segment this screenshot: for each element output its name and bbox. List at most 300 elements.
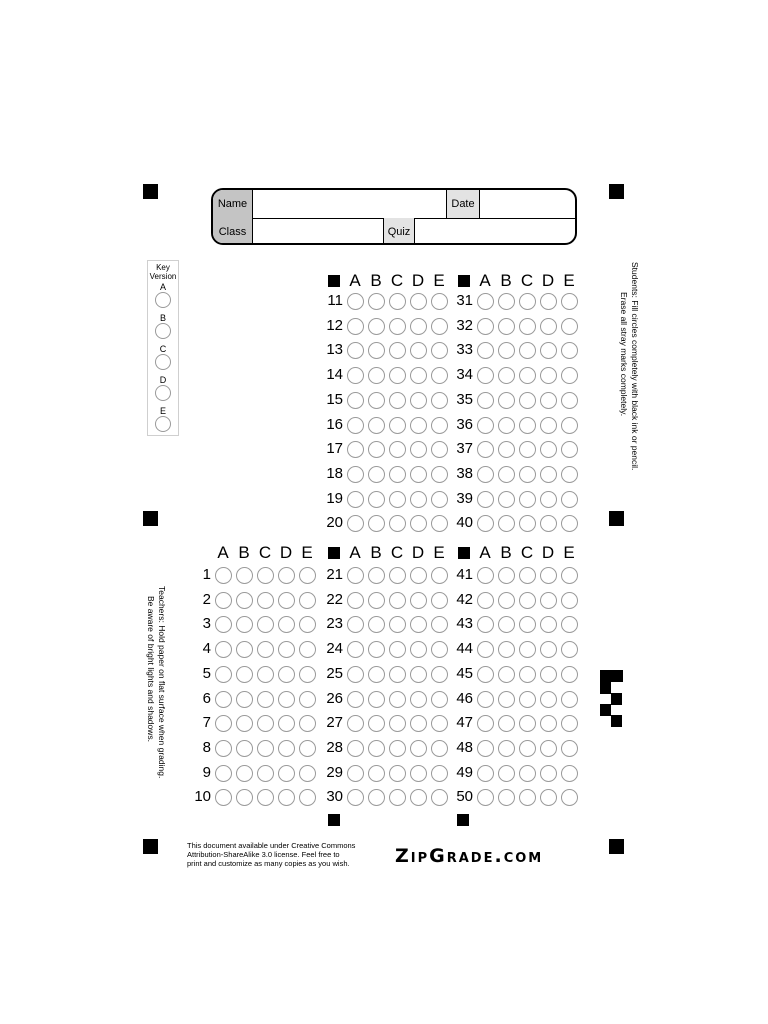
answer-bubble-10-d[interactable] [278,789,295,806]
key-version-title-line: Key [156,263,170,272]
answer-bubble-21-a[interactable] [347,567,364,584]
answer-bubble-28-b[interactable] [368,740,385,757]
answer-bubble-45-d[interactable] [540,666,557,683]
question-number: 44 [456,640,473,658]
answer-bubble-45-c[interactable] [519,666,536,683]
answer-bubble-37-d[interactable] [540,441,557,458]
answer-bubble-26-a[interactable] [347,691,364,708]
answer-bubble-18-c[interactable] [389,466,406,483]
answer-bubble-16-b[interactable] [368,417,385,434]
answer-bubble-43-d[interactable] [540,616,557,633]
answer-bubble-35-e[interactable] [561,392,578,409]
answer-column-header-c: C [520,543,534,562]
answer-bubble-8-b[interactable] [236,740,253,757]
answer-bubble-19-b[interactable] [368,491,385,508]
alignment-marker-mid-left [143,511,158,526]
answer-bubble-11-d[interactable] [410,293,427,310]
answer-bubble-39-c[interactable] [519,491,536,508]
answer-bubble-39-b[interactable] [498,491,515,508]
answer-bubble-4-c[interactable] [257,641,274,658]
answer-bubble-23-b[interactable] [368,616,385,633]
question-number: 3 [202,615,211,633]
answer-bubble-33-a[interactable] [477,342,494,359]
answer-bubble-17-b[interactable] [368,441,385,458]
answer-bubble-19-d[interactable] [410,491,427,508]
answer-bubble-6-a[interactable] [215,691,232,708]
answer-bubble-47-a[interactable] [477,715,494,732]
alignment-marker-bottom-left [143,839,158,854]
answer-bubble-45-e[interactable] [561,666,578,683]
alignment-square [457,814,469,826]
answer-bubble-44-b[interactable] [498,641,515,658]
answer-bubble-4-d[interactable] [278,641,295,658]
class-field[interactable] [253,218,383,245]
answer-bubble-30-d[interactable] [410,789,427,806]
answer-bubble-28-c[interactable] [389,740,406,757]
question-number: 2 [202,590,211,608]
answer-bubble-31-d[interactable] [540,293,557,310]
answer-bubble-3-b[interactable] [236,616,253,633]
answer-bubble-27-a[interactable] [347,715,364,732]
class-quiz-row [213,218,575,245]
answer-bubble-36-a[interactable] [477,417,494,434]
answer-bubble-20-a[interactable] [347,515,364,532]
answer-bubble-31-a[interactable] [477,293,494,310]
key-version-bubble-c[interactable] [155,354,171,370]
answer-bubble-31-e[interactable] [561,293,578,310]
answer-bubble-48-c[interactable] [519,740,536,757]
answer-bubble-32-b[interactable] [498,318,515,335]
answer-bubble-42-a[interactable] [477,592,494,609]
answer-bubble-41-c[interactable] [519,567,536,584]
answer-bubble-5-a[interactable] [215,666,232,683]
teachers-instructions [145,586,167,778]
answer-bubble-14-d[interactable] [410,367,427,384]
question-number: 20 [326,514,343,532]
answer-bubble-24-a[interactable] [347,641,364,658]
answer-bubble-44-a[interactable] [477,641,494,658]
name-date-row [213,190,575,219]
answer-bubble-38-c[interactable] [519,466,536,483]
answer-bubble-36-c[interactable] [519,417,536,434]
license-line: Attribution-ShareAlike 3.0 license. Feel free to [187,850,340,859]
answer-bubble-46-d[interactable] [540,691,557,708]
answer-bubble-47-c[interactable] [519,715,536,732]
answer-bubble-17-a[interactable] [347,441,364,458]
answer-bubble-43-c[interactable] [519,616,536,633]
answer-bubble-29-b[interactable] [368,765,385,782]
answer-bubble-12-d[interactable] [410,318,427,335]
date-label: Date [446,190,480,218]
answer-bubble-49-b[interactable] [498,765,515,782]
answer-bubble-15-d[interactable] [410,392,427,409]
answer-bubble-11-a[interactable] [347,293,364,310]
answer-bubble-14-a[interactable] [347,367,364,384]
answer-bubble-35-c[interactable] [519,392,536,409]
answer-column-header-d: D [411,543,425,562]
question-number: 4 [202,640,211,658]
answer-bubble-11-b[interactable] [368,293,385,310]
answer-bubble-26-b[interactable] [368,691,385,708]
answer-bubble-17-c[interactable] [389,441,406,458]
answer-bubble-44-d[interactable] [540,641,557,658]
answer-column-header-a: A [479,271,491,290]
license-notice [187,841,355,868]
answer-bubble-32-a[interactable] [477,318,494,335]
answer-bubble-44-c[interactable] [519,641,536,658]
question-number: 11 [327,292,343,309]
key-version-letter: D [159,375,167,385]
answer-bubble-7-c[interactable] [257,715,274,732]
answer-bubble-6-b[interactable] [236,691,253,708]
answer-bubble-14-c[interactable] [389,367,406,384]
answer-bubble-2-a[interactable] [215,592,232,609]
answer-bubble-45-b[interactable] [498,666,515,683]
answer-bubble-34-b[interactable] [498,367,515,384]
answer-bubble-15-c[interactable] [389,392,406,409]
question-number: 14 [326,366,343,384]
answer-bubble-1-c[interactable] [257,567,274,584]
answer-bubble-49-c[interactable] [519,765,536,782]
answer-bubble-33-b[interactable] [498,342,515,359]
answer-bubble-50-e[interactable] [561,789,578,806]
answer-bubble-30-c[interactable] [389,789,406,806]
code-block [600,670,623,682]
answer-bubble-40-c[interactable] [519,515,536,532]
answer-bubble-33-d[interactable] [540,342,557,359]
answer-bubble-24-d[interactable] [410,641,427,658]
answer-bubble-21-b[interactable] [368,567,385,584]
answer-bubble-9-b[interactable] [236,765,253,782]
answer-bubble-29-c[interactable] [389,765,406,782]
alignment-marker-top-right [609,184,624,199]
answer-bubble-49-e[interactable] [561,765,578,782]
answer-bubble-22-d[interactable] [410,592,427,609]
answer-bubble-10-c[interactable] [257,789,274,806]
student-info-box [211,188,577,245]
answer-bubble-40-b[interactable] [498,515,515,532]
answer-bubble-36-b[interactable] [498,417,515,434]
answer-bubble-40-d[interactable] [540,515,557,532]
question-number: 27 [326,714,343,732]
answer-bubble-36-d[interactable] [540,417,557,434]
question-number: 49 [456,763,473,781]
answer-bubble-16-a[interactable] [347,417,364,434]
answer-bubble-38-b[interactable] [498,466,515,483]
question-number: 34 [456,366,473,384]
question-number: 18 [326,464,343,482]
answer-bubble-27-b[interactable] [368,715,385,732]
answer-bubble-23-a[interactable] [347,616,364,633]
answer-bubble-24-b[interactable] [368,641,385,658]
answer-bubble-49-a[interactable] [477,765,494,782]
answer-bubble-42-d[interactable] [540,592,557,609]
alignment-marker-mid-right [609,511,624,526]
answer-bubble-35-a[interactable] [477,392,494,409]
answer-bubble-42-e[interactable] [561,592,578,609]
question-number: 38 [456,464,473,482]
answer-bubble-23-d[interactable] [410,616,427,633]
answer-bubble-39-e[interactable] [561,491,578,508]
answer-bubble-7-a[interactable] [215,715,232,732]
answer-column-header-e: E [301,543,313,562]
date-field[interactable] [480,190,575,218]
answer-bubble-37-a[interactable] [477,441,494,458]
answer-bubble-26-c[interactable] [389,691,406,708]
answer-bubble-8-d[interactable] [278,740,295,757]
question-number: 22 [326,590,343,608]
answer-bubble-19-a[interactable] [347,491,364,508]
answer-bubble-13-a[interactable] [347,342,364,359]
license-line: This document available under Creative Commons [187,841,356,850]
answer-bubble-1-b[interactable] [236,567,253,584]
answer-bubble-13-c[interactable] [389,342,406,359]
answer-bubble-12-a[interactable] [347,318,364,335]
answer-bubble-3-a[interactable] [215,616,232,633]
answer-column-header-e: E [563,543,575,562]
students-instructions [618,262,640,470]
question-number: 36 [456,415,473,433]
answer-bubble-5-b[interactable] [236,666,253,683]
answer-bubble-30-b[interactable] [368,789,385,806]
answer-bubble-25-d[interactable] [410,666,427,683]
answer-bubble-32-d[interactable] [540,318,557,335]
answer-bubble-38-a[interactable] [477,466,494,483]
answer-bubble-43-a[interactable] [477,616,494,633]
answer-bubble-9-a[interactable] [215,765,232,782]
question-number: 6 [202,689,211,707]
alignment-square [328,814,340,826]
answer-bubble-37-e[interactable] [561,441,578,458]
answer-bubble-35-b[interactable] [498,392,515,409]
answer-bubble-2-c[interactable] [257,592,274,609]
quiz-field[interactable] [415,218,575,245]
answer-bubble-4-b[interactable] [236,641,253,658]
answer-bubble-26-d[interactable] [410,691,427,708]
question-number: 24 [326,640,343,658]
answer-bubble-5-d[interactable] [278,666,295,683]
question-number: 8 [202,738,211,756]
question-number: 28 [326,738,343,756]
answer-bubble-28-a[interactable] [347,740,364,757]
answer-bubble-22-a[interactable] [347,592,364,609]
answer-bubble-47-d[interactable] [540,715,557,732]
question-number: 39 [456,489,473,507]
answer-bubble-16-d[interactable] [410,417,427,434]
answer-bubble-4-a[interactable] [215,641,232,658]
answer-bubble-34-c[interactable] [519,367,536,384]
answer-bubble-35-d[interactable] [540,392,557,409]
question-number: 17 [326,440,343,458]
answer-column-header-a: A [479,543,491,562]
answer-bubble-30-a[interactable] [347,789,364,806]
answer-bubble-48-e[interactable] [561,740,578,757]
answer-bubble-46-b[interactable] [498,691,515,708]
answer-bubble-18-a[interactable] [347,466,364,483]
answer-bubble-44-e[interactable] [561,641,578,658]
answer-bubble-1-d[interactable] [278,567,295,584]
answer-bubble-8-c[interactable] [257,740,274,757]
key-version-letter: B [159,313,166,323]
answer-bubble-11-c[interactable] [389,293,406,310]
quiz-label: Quiz [383,218,415,245]
question-number: 43 [456,615,473,633]
answer-bubble-37-b[interactable] [498,441,515,458]
answer-bubble-23-c[interactable] [389,616,406,633]
key-version-letter: A [159,282,166,292]
question-number: 42 [456,590,473,608]
answer-bubble-22-b[interactable] [368,592,385,609]
answer-bubble-9-c[interactable] [257,765,274,782]
question-number: 29 [326,763,343,781]
answer-bubble-13-d[interactable] [410,342,427,359]
answer-bubble-38-e[interactable] [561,466,578,483]
answer-bubble-12-b[interactable] [368,318,385,335]
key-version-letter: C [159,344,167,354]
answer-bubble-7-b[interactable] [236,715,253,732]
answer-bubble-25-b[interactable] [368,666,385,683]
answer-bubble-25-c[interactable] [389,666,406,683]
answer-bubble-25-a[interactable] [347,666,364,683]
answer-bubble-31-b[interactable] [498,293,515,310]
answer-column-header-e: E [563,271,575,290]
answer-bubble-47-b[interactable] [498,715,515,732]
answer-bubble-2-b[interactable] [236,592,253,609]
answer-bubble-46-e[interactable] [561,691,578,708]
answer-column-header-a: A [349,543,361,562]
answer-bubble-2-d[interactable] [278,592,295,609]
answer-bubble-41-b[interactable] [498,567,515,584]
answer-bubble-41-d[interactable] [540,567,557,584]
answer-bubble-7-d[interactable] [278,715,295,732]
answer-bubble-48-b[interactable] [498,740,515,757]
answer-bubble-6-d[interactable] [278,691,295,708]
answer-bubble-18-d[interactable] [410,466,427,483]
answer-bubble-40-e[interactable] [561,515,578,532]
answer-bubble-50-b[interactable] [498,789,515,806]
alignment-marker-top-left [143,184,158,199]
answer-bubble-46-c[interactable] [519,691,536,708]
answer-bubble-9-d[interactable] [278,765,295,782]
answer-bubble-41-e[interactable] [561,567,578,584]
answer-bubble-19-c[interactable] [389,491,406,508]
answer-bubble-24-c[interactable] [389,641,406,658]
answer-bubble-15-a[interactable] [347,392,364,409]
question-number: 15 [326,390,343,408]
answer-bubble-34-d[interactable] [540,367,557,384]
answer-bubble-48-a[interactable] [477,740,494,757]
answer-column-header-a: A [217,543,229,562]
answer-bubble-15-b[interactable] [368,392,385,409]
answer-bubble-48-d[interactable] [540,740,557,757]
answer-bubble-18-b[interactable] [368,466,385,483]
answer-bubble-8-a[interactable] [215,740,232,757]
question-number: 16 [326,415,343,433]
key-version-bubble-b[interactable] [155,323,171,339]
answer-column-header-c: C [258,543,272,562]
answer-bubble-45-a[interactable] [477,666,494,683]
answer-bubble-14-b[interactable] [368,367,385,384]
answer-bubble-46-a[interactable] [477,691,494,708]
question-number: 13 [326,341,343,359]
answer-bubble-41-a[interactable] [477,567,494,584]
answer-bubble-6-c[interactable] [257,691,274,708]
answer-bubble-29-d[interactable] [410,765,427,782]
question-number: 37 [456,440,473,458]
answer-bubble-34-e[interactable] [561,367,578,384]
answer-bubble-38-d[interactable] [540,466,557,483]
answer-bubble-33-c[interactable] [519,342,536,359]
answer-bubble-39-d[interactable] [540,491,557,508]
answer-bubble-5-c[interactable] [257,666,274,683]
answer-bubble-42-c[interactable] [519,592,536,609]
answer-bubble-37-c[interactable] [519,441,536,458]
question-number: 31 [456,292,473,309]
answer-bubble-33-e[interactable] [561,342,578,359]
answer-bubble-49-d[interactable] [540,765,557,782]
key-version-bubble-d[interactable] [155,385,171,401]
answer-bubble-43-b[interactable] [498,616,515,633]
question-number: 46 [456,689,473,707]
answer-bubble-32-e[interactable] [561,318,578,335]
answer-bubble-20-d[interactable] [410,515,427,532]
answer-bubble-3-c[interactable] [257,616,274,633]
answer-bubble-12-c[interactable] [389,318,406,335]
answer-bubble-17-d[interactable] [410,441,427,458]
answer-bubble-34-a[interactable] [477,367,494,384]
key-version-bubble-e[interactable] [155,416,171,432]
question-number: 26 [326,689,343,707]
answer-bubble-29-a[interactable] [347,765,364,782]
answer-bubble-16-c[interactable] [389,417,406,434]
key-version-title [148,263,178,281]
answer-bubble-36-e[interactable] [561,417,578,434]
answer-bubble-40-a[interactable] [477,515,494,532]
answer-bubble-28-d[interactable] [410,740,427,757]
answer-bubble-13-b[interactable] [368,342,385,359]
answer-bubble-10-b[interactable] [236,789,253,806]
answer-bubble-31-c[interactable] [519,293,536,310]
answer-bubble-20-c[interactable] [389,515,406,532]
answer-column-header-b: B [238,543,250,562]
answer-column-header-d: D [541,271,555,290]
answer-column-header-b: B [500,271,512,290]
answer-bubble-10-a[interactable] [215,789,232,806]
answer-bubble-3-d[interactable] [278,616,295,633]
answer-bubble-43-e[interactable] [561,616,578,633]
answer-bubble-32-c[interactable] [519,318,536,335]
answer-bubble-47-e[interactable] [561,715,578,732]
question-number: 41 [456,566,473,583]
answer-bubble-21-d[interactable] [410,567,427,584]
answer-bubble-21-c[interactable] [389,567,406,584]
answer-bubble-39-a[interactable] [477,491,494,508]
teachers-instructions-line: Teachers: Hold paper on flat surface when grading. [157,586,167,779]
answer-bubble-50-a[interactable] [477,789,494,806]
answer-bubble-50-d[interactable] [540,789,557,806]
answer-bubble-1-a[interactable] [215,567,232,584]
key-version-title-line: Version [149,272,177,281]
key-version-bubble-a[interactable] [155,292,171,308]
answer-bubble-50-c[interactable] [519,789,536,806]
answer-bubble-20-b[interactable] [368,515,385,532]
answer-bubble-27-c[interactable] [389,715,406,732]
answer-bubble-42-b[interactable] [498,592,515,609]
students-instructions-line: Erase all stray marks completely. [619,292,629,417]
answer-bubble-22-c[interactable] [389,592,406,609]
answer-bubble-27-d[interactable] [410,715,427,732]
name-field[interactable] [253,190,447,218]
